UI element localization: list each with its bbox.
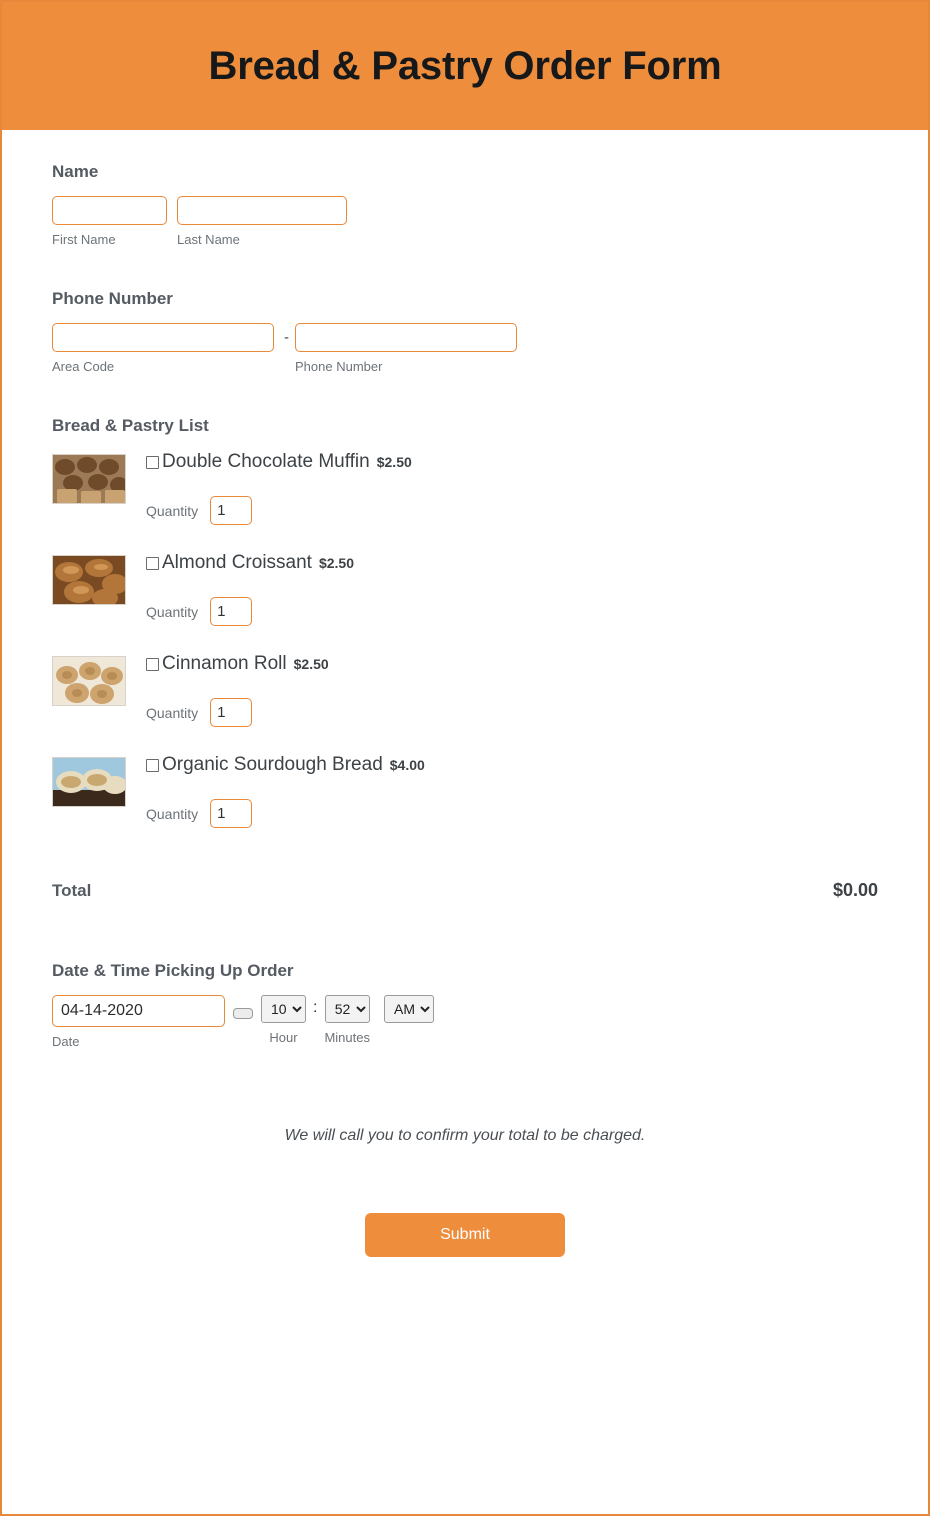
phone-section [52, 289, 878, 374]
last-name-field [177, 196, 347, 247]
minutes-field [324, 995, 370, 1045]
date-field [52, 995, 225, 1049]
croissants-photo [52, 555, 126, 605]
item-name: Almond Croissant [162, 552, 312, 573]
first-name-field [52, 196, 167, 247]
item-price: $2.50 [376, 454, 412, 470]
list-section-label: Bread & Pastry List [52, 416, 209, 435]
item-checkbox[interactable] [146, 658, 159, 671]
bread-pastry-list-section [52, 416, 878, 844]
area-code-field [52, 323, 274, 374]
item-name: Double Chocolate Muffin [162, 451, 370, 472]
minutes-select[interactable] [325, 995, 370, 1023]
item-name: Organic Sourdough Bread [162, 754, 383, 775]
meridiem-field [384, 995, 434, 1023]
quantity-input[interactable] [210, 799, 252, 828]
calendar-icon[interactable] [233, 1008, 253, 1019]
datetime-row [52, 995, 878, 1049]
spacer [52, 901, 878, 961]
muffins-photo [52, 454, 126, 504]
quantity-row [146, 496, 878, 525]
list-item [52, 450, 878, 541]
product-details [146, 652, 878, 743]
page-title: Bread & Pastry Order Form [208, 43, 722, 88]
spacer [52, 247, 878, 289]
product-details [146, 753, 878, 844]
last-name-sub-label: Last Name [177, 232, 240, 247]
minutes-sub-label: Minutes [324, 1030, 370, 1045]
quantity-row [146, 698, 878, 727]
quantity-input[interactable] [210, 698, 252, 727]
item-price: $2.50 [293, 656, 329, 672]
cinnamon-rolls-photo [52, 656, 126, 706]
datetime-section-label: Date & Time Picking Up Order [52, 961, 294, 980]
date-input[interactable] [52, 995, 225, 1027]
phone-number-input[interactable] [295, 323, 517, 352]
name-section [52, 162, 878, 247]
datetime-section [52, 961, 878, 1049]
confirmation-note: We will call you to confirm your total to be charged. [284, 1127, 646, 1144]
spacer [52, 374, 878, 416]
product-line [146, 551, 878, 575]
total-row [52, 880, 878, 901]
product-details [146, 450, 878, 541]
quantity-label: Quantity [146, 502, 199, 519]
quantity-input[interactable] [210, 496, 252, 525]
quantity-label: Quantity [146, 603, 199, 620]
list-item [52, 551, 878, 642]
submit-row [52, 1213, 878, 1257]
total-value: $0.00 [832, 880, 878, 900]
sourdough-photo [52, 757, 126, 807]
time-colon: : [313, 999, 318, 1016]
date-sub-label: Date [52, 1034, 80, 1049]
form-body [2, 130, 928, 1514]
quantity-input[interactable] [210, 597, 252, 626]
item-price: $4.00 [389, 757, 425, 773]
item-price: $2.50 [318, 555, 354, 571]
product-line [146, 450, 878, 474]
hour-select[interactable] [261, 995, 306, 1023]
last-name-input[interactable] [177, 196, 347, 225]
first-name-sub-label: First Name [52, 232, 116, 247]
product-details [146, 551, 878, 642]
area-code-sub-label: Area Code [52, 359, 115, 374]
quantity-row [146, 799, 878, 828]
meridiem-select[interactable] [384, 995, 434, 1023]
list-item [52, 652, 878, 743]
phone-number-field [295, 323, 517, 374]
submit-button[interactable]: Submit [365, 1213, 565, 1257]
phone-section-label: Phone Number [52, 289, 173, 308]
quantity-label: Quantity [146, 805, 199, 822]
phone-fields-row [52, 323, 878, 374]
list-item [52, 753, 878, 844]
name-section-label: Name [52, 162, 99, 181]
phone-number-sub-label: Phone Number [295, 359, 383, 374]
item-checkbox[interactable] [146, 456, 159, 469]
quantity-label: Quantity [146, 704, 199, 721]
hour-sub-label: Hour [269, 1030, 298, 1045]
name-fields-row [52, 196, 878, 247]
item-checkbox[interactable] [146, 557, 159, 570]
product-line [146, 753, 878, 777]
first-name-input[interactable] [52, 196, 167, 225]
phone-separator: - [284, 329, 289, 346]
item-checkbox[interactable] [146, 759, 159, 772]
form-header [2, 2, 928, 130]
area-code-input[interactable] [52, 323, 274, 352]
item-name: Cinnamon Roll [162, 653, 287, 674]
quantity-row [146, 597, 878, 626]
product-line [146, 652, 878, 676]
total-label: Total [52, 880, 92, 900]
hour-field [261, 995, 306, 1045]
